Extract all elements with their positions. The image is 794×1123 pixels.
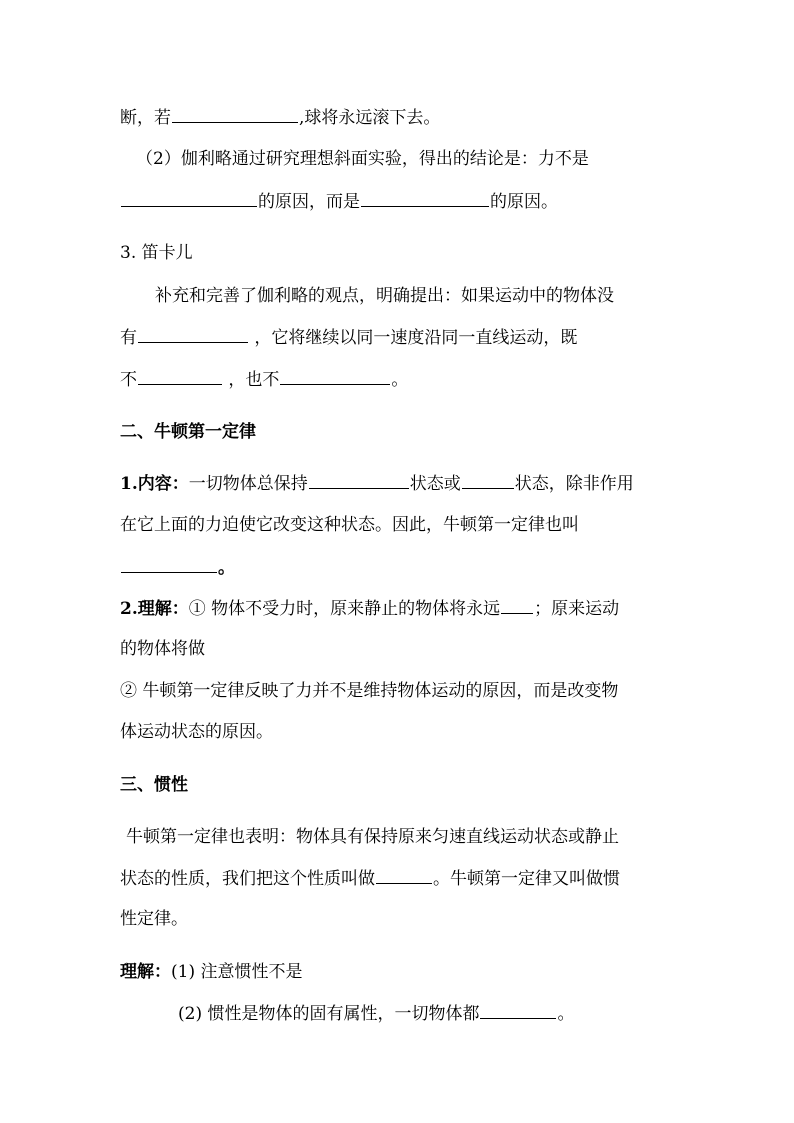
fill-blank[interactable] bbox=[309, 472, 409, 489]
fill-blank[interactable] bbox=[462, 472, 514, 489]
line-10: 在它上面的力迫使它改变这种状态。因此，牛顿第一定律也叫 bbox=[120, 515, 579, 535]
line-1: 断，若 ,球将永远滚下去。 bbox=[120, 108, 441, 128]
line-15: 体运动状态的原因。 bbox=[120, 722, 273, 742]
line-3: 的原因，而是 的原因。 bbox=[120, 190, 558, 213]
line-17: 牛顿第一定律也表明：物体具有保持原来匀速直线运动状态或静止 bbox=[126, 827, 619, 847]
fill-blank[interactable] bbox=[361, 190, 489, 207]
line-2: （2）伽利略通过研究理想斜面实验，得出的结论是：力不是 bbox=[136, 149, 589, 169]
line-9: 1.内容：一切物体总保持 状态或 状态，除非作用 bbox=[120, 474, 634, 494]
line-11: 。 bbox=[120, 556, 235, 579]
fill-blank[interactable] bbox=[501, 597, 533, 614]
line-21: (2) 惯性是物体的固有属性，一切物体都 。 bbox=[178, 1004, 575, 1024]
line-19: 性定律。 bbox=[120, 909, 188, 929]
line-18: 状态的性质，我们把这个性质叫做 。牛顿第一定律又叫做惯 bbox=[120, 869, 620, 889]
fill-blank[interactable] bbox=[480, 1002, 556, 1019]
section-3-title: 3. 笛卡儿 bbox=[120, 243, 193, 263]
line-12: 2.理解：① 物体不受力时，原来静止的物体将永远 ；原来运动 bbox=[120, 599, 620, 619]
line-13: 的物体将做 bbox=[120, 639, 205, 659]
line-14: ② 牛顿第一定律反映了力并不是维持物体运动的原因，而是改变物 bbox=[120, 681, 619, 701]
fill-blank[interactable] bbox=[121, 190, 257, 207]
fill-blank[interactable] bbox=[138, 368, 222, 385]
fill-blank[interactable] bbox=[121, 556, 217, 573]
line-5: 补充和完善了伽利略的观点，明确提出：如果运动中的物体没 bbox=[155, 286, 614, 306]
fill-blank[interactable] bbox=[280, 368, 390, 385]
fill-blank[interactable] bbox=[138, 326, 248, 343]
line-7: 不 ，也不 。 bbox=[120, 370, 409, 390]
heading-newtons-first-law: 二、牛顿第一定律 bbox=[120, 422, 256, 442]
line-6: 有 ，它将继续以同一速度沿同一直线运动，既 bbox=[120, 328, 578, 348]
heading-inertia: 三、惯性 bbox=[120, 775, 188, 795]
fill-blank[interactable] bbox=[376, 867, 432, 884]
fill-blank[interactable] bbox=[172, 106, 298, 123]
line-20: 理解：(1) 注意惯性不是 bbox=[120, 962, 303, 982]
